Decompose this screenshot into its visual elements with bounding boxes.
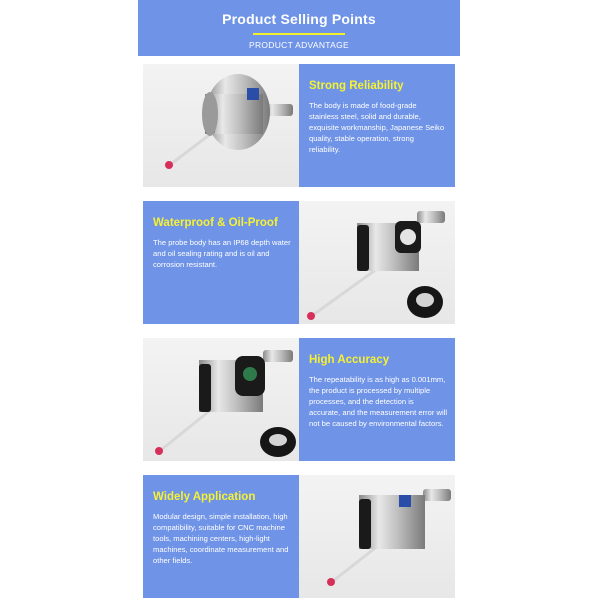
feature-panel	[143, 201, 299, 324]
feature-title: Widely Application	[153, 491, 256, 503]
probe-photo	[299, 475, 455, 598]
page-subtitle: PRODUCT ADVANTAGE	[248, 40, 350, 50]
feature-title: Waterproof & Oil-Proof	[153, 217, 278, 229]
feature-row-reliability	[143, 64, 455, 187]
probe-photo	[143, 338, 299, 461]
feature-panel	[143, 475, 299, 598]
feature-panel	[299, 64, 455, 187]
probe-photo	[143, 64, 299, 187]
feature-text: The repeatability is as high as 0.001mm, the product is processed by multiple processes, and the detection is accurate, and the measurement error will not be caused by environmental factors.	[309, 375, 448, 428]
feature-text: Modular design, simple installation, high compatibility, suitable for CNC machine tools, machining centers, high-light machines, coordinate measurement and other fields.	[153, 512, 289, 565]
page-title: Product Selling Points	[222, 11, 376, 27]
feature-title: High Accuracy	[309, 354, 390, 366]
feature-panel	[299, 338, 455, 461]
probe-photo	[299, 201, 455, 324]
feature-title: Strong Reliability	[309, 80, 404, 92]
feature-row-application	[143, 475, 455, 598]
feature-row-waterproof	[143, 201, 455, 324]
feature-text: The probe body has an IP68 depth water and oil sealing rating and is oil and corrosion resistant.	[153, 238, 291, 269]
feature-row-accuracy	[143, 338, 455, 461]
title-underline	[253, 33, 345, 35]
page-header	[138, 0, 460, 56]
feature-text: The body is made of food-grade stainless steel, solid and durable, exquisite workmanship, Japanese Seiko quality, stable operation, strong reliability.	[309, 101, 445, 154]
